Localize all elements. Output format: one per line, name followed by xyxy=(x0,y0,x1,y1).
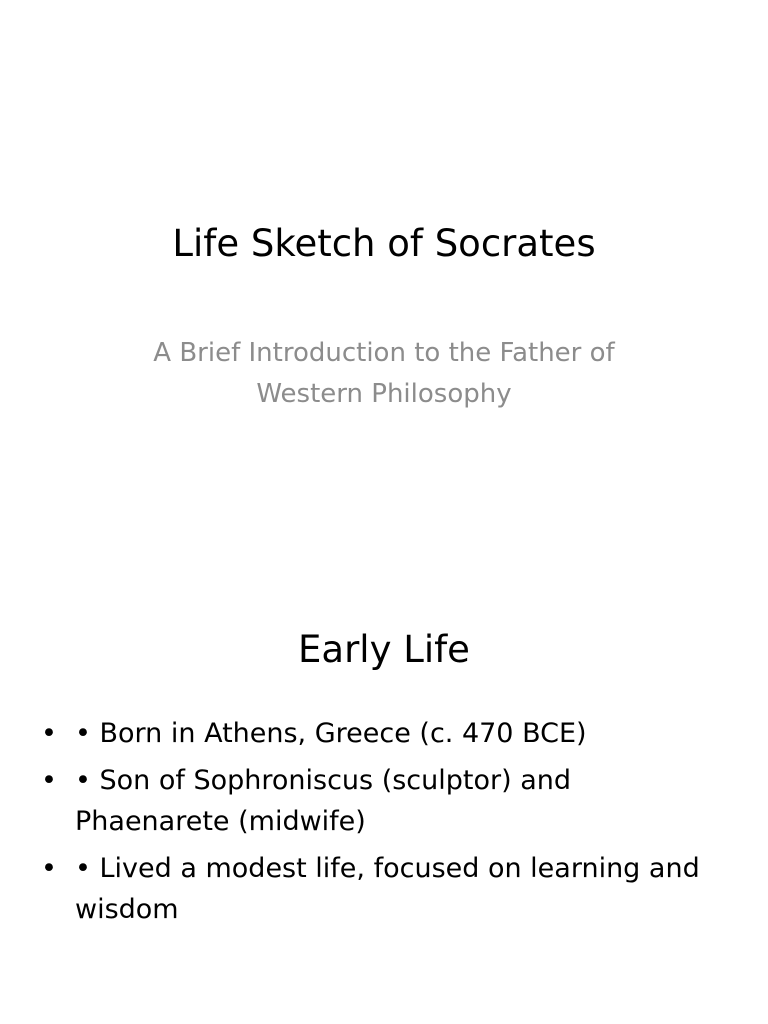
bullet-item xyxy=(38,713,728,754)
bullet-item xyxy=(38,760,728,842)
bullet-icon: • xyxy=(41,853,57,884)
bullet-item xyxy=(38,848,728,930)
bullet-text: • Born in Athens, Greece (c. 470 BCE) xyxy=(75,718,587,749)
slide-heading: Early Life xyxy=(298,628,470,671)
slide-title: Life Sketch of Socrates xyxy=(172,222,596,265)
bullet-icon: • xyxy=(41,718,57,749)
bullet-text: • Lived a modest life, focused on learning and wisdom xyxy=(75,853,700,925)
slide-subtitle: A Brief Introduction to the Father of Western Philosophy xyxy=(153,338,615,409)
bullet-list xyxy=(38,713,728,936)
bullet-icon: • xyxy=(41,765,57,796)
bullet-text: • Son of Sophroniscus (sculptor) and Phaenarete (midwife) xyxy=(75,765,572,837)
early-life-slide xyxy=(0,576,768,1024)
